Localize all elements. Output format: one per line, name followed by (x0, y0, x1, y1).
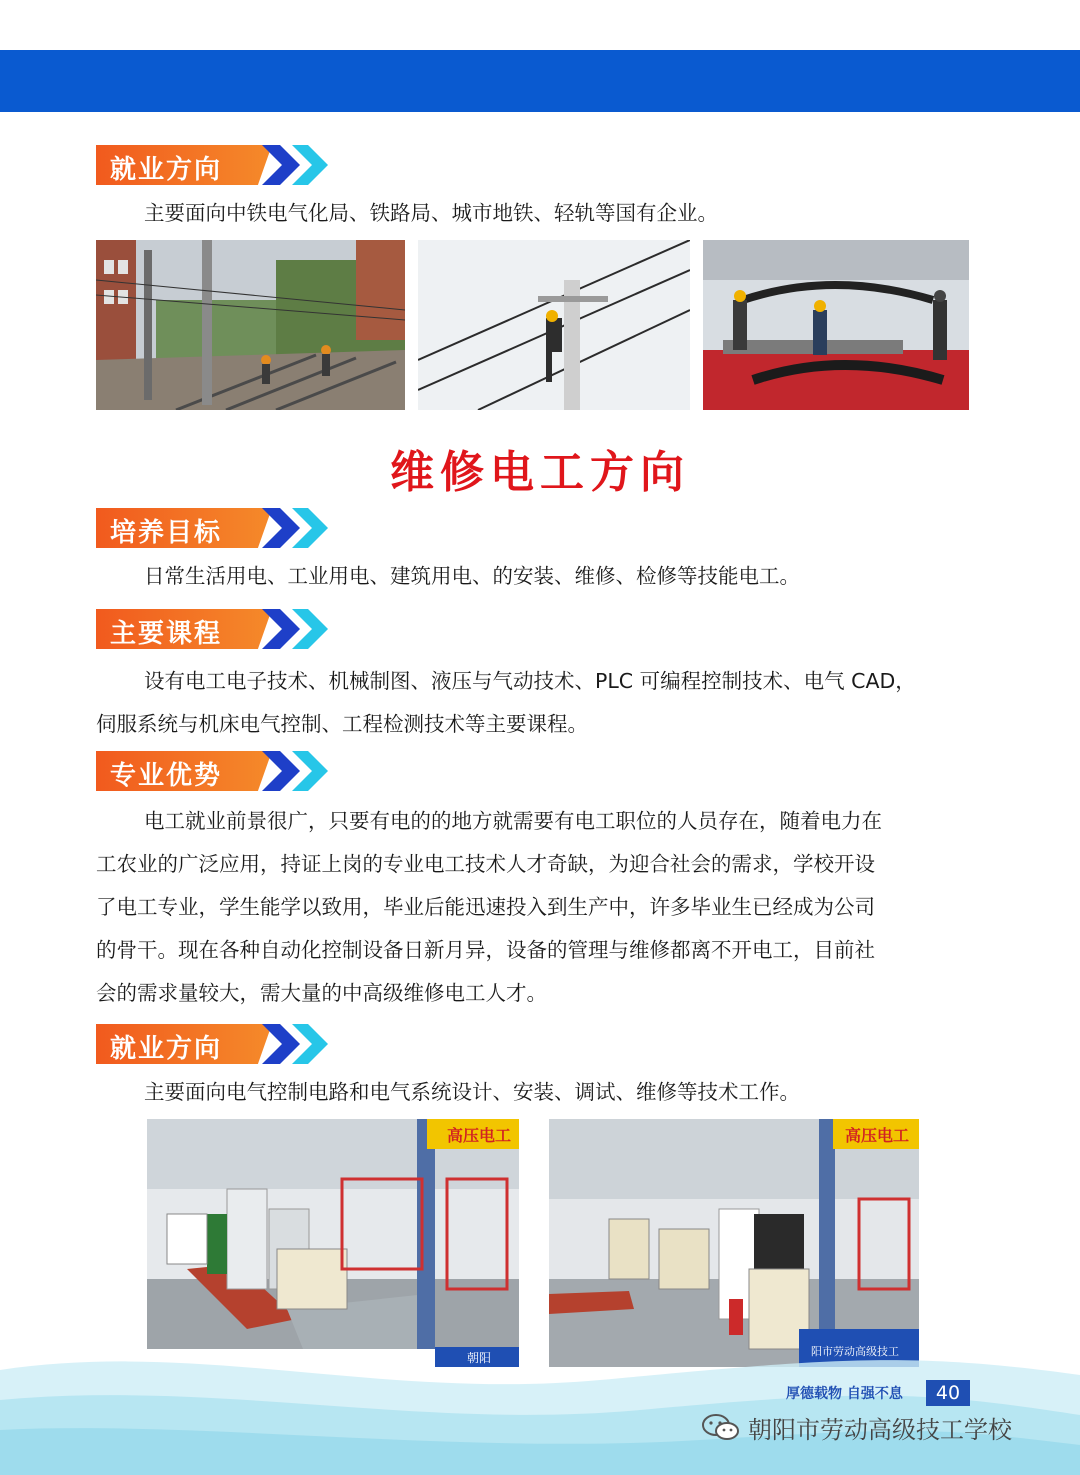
photo-pole-climber (418, 240, 690, 410)
top-blue-band (0, 50, 1080, 112)
workshop-banner-text: 朝阳 (467, 1351, 492, 1365)
footer-slogan: 厚德载物 自强不息 (786, 1386, 903, 1402)
section-tag-label: 培养目标 (110, 518, 223, 548)
photo-railway-workers (96, 240, 405, 410)
section-tag-electrician-employment (96, 1024, 346, 1064)
chevron-cyan-icon (292, 751, 332, 791)
section-tag-main-courses (96, 609, 346, 649)
section-tag-label: 主要课程 (110, 619, 223, 649)
chevron-cyan-icon (292, 609, 332, 649)
section-tag-training-goal (96, 508, 346, 548)
workshop-sign-text: 高压电工 (447, 1126, 512, 1145)
section-tag-advantages (96, 751, 346, 791)
wechat-account-name: 朝阳市劳动高级技工学校 (748, 1415, 1012, 1444)
section-tag-label: 专业优势 (110, 761, 223, 791)
advantages-line-3: 了电工专业，学生能学以致用，毕业后能迅速投入到生产中，许多毕业生已经成为公司 (96, 895, 875, 919)
section-tag-railway-employment (96, 145, 346, 185)
advantages-line-2: 工农业的广泛应用，持证上岗的专业电工技术人才奇缺，为迎合社会的需求，学校开设 (96, 852, 875, 876)
page-number: 40 (926, 1380, 970, 1406)
workshop-banner-text: 阳市劳动高级技工 (811, 1345, 899, 1358)
workshop-sign-text: 高压电工 (845, 1126, 910, 1145)
advantages-line-1: 电工就业前景很广，只要有电的的地方就需要有电工职位的人员存在，随着电力在 (144, 809, 882, 833)
wechat-watermark (700, 1410, 1012, 1444)
training-goal-text: 日常生活用电、工业用电、建筑用电、的安装、维修、检修等技能电工。 (144, 564, 800, 588)
main-heading: 维修电工方向 (390, 447, 690, 498)
chevron-cyan-icon (292, 1024, 332, 1064)
railway-employment-text: 主要面向中铁电气化局、铁路局、城市地铁、轻轨等国有企业。 (144, 201, 718, 225)
chevron-cyan-icon (292, 145, 332, 185)
courses-line-2: 伺服系统与机床电气控制、工程检测技术等主要课程。 (96, 712, 588, 736)
wechat-icon (700, 1412, 742, 1442)
section-tag-label: 就业方向 (110, 155, 223, 185)
chevron-cyan-icon (292, 508, 332, 548)
advantages-line-5: 会的需求量较大，需大量的中高级维修电工人才。 (96, 981, 547, 1005)
advantages-line-4: 的骨干。现在各种自动化控制设备日新月异，设备的管理与维修都离不开电工，目前社 (96, 938, 875, 962)
decorative-wave (0, 1330, 1080, 1475)
electrician-employment-text: 主要面向电气控制电路和电气系统设计、安装、调试、维修等技术工作。 (144, 1080, 800, 1104)
photo-training-room (703, 240, 969, 410)
section-tag-label: 就业方向 (110, 1034, 223, 1064)
courses-line-1: 设有电工电子技术、机械制图、液压与气动技术、PLC 可编程控制技术、电气 CAD， (144, 669, 916, 693)
